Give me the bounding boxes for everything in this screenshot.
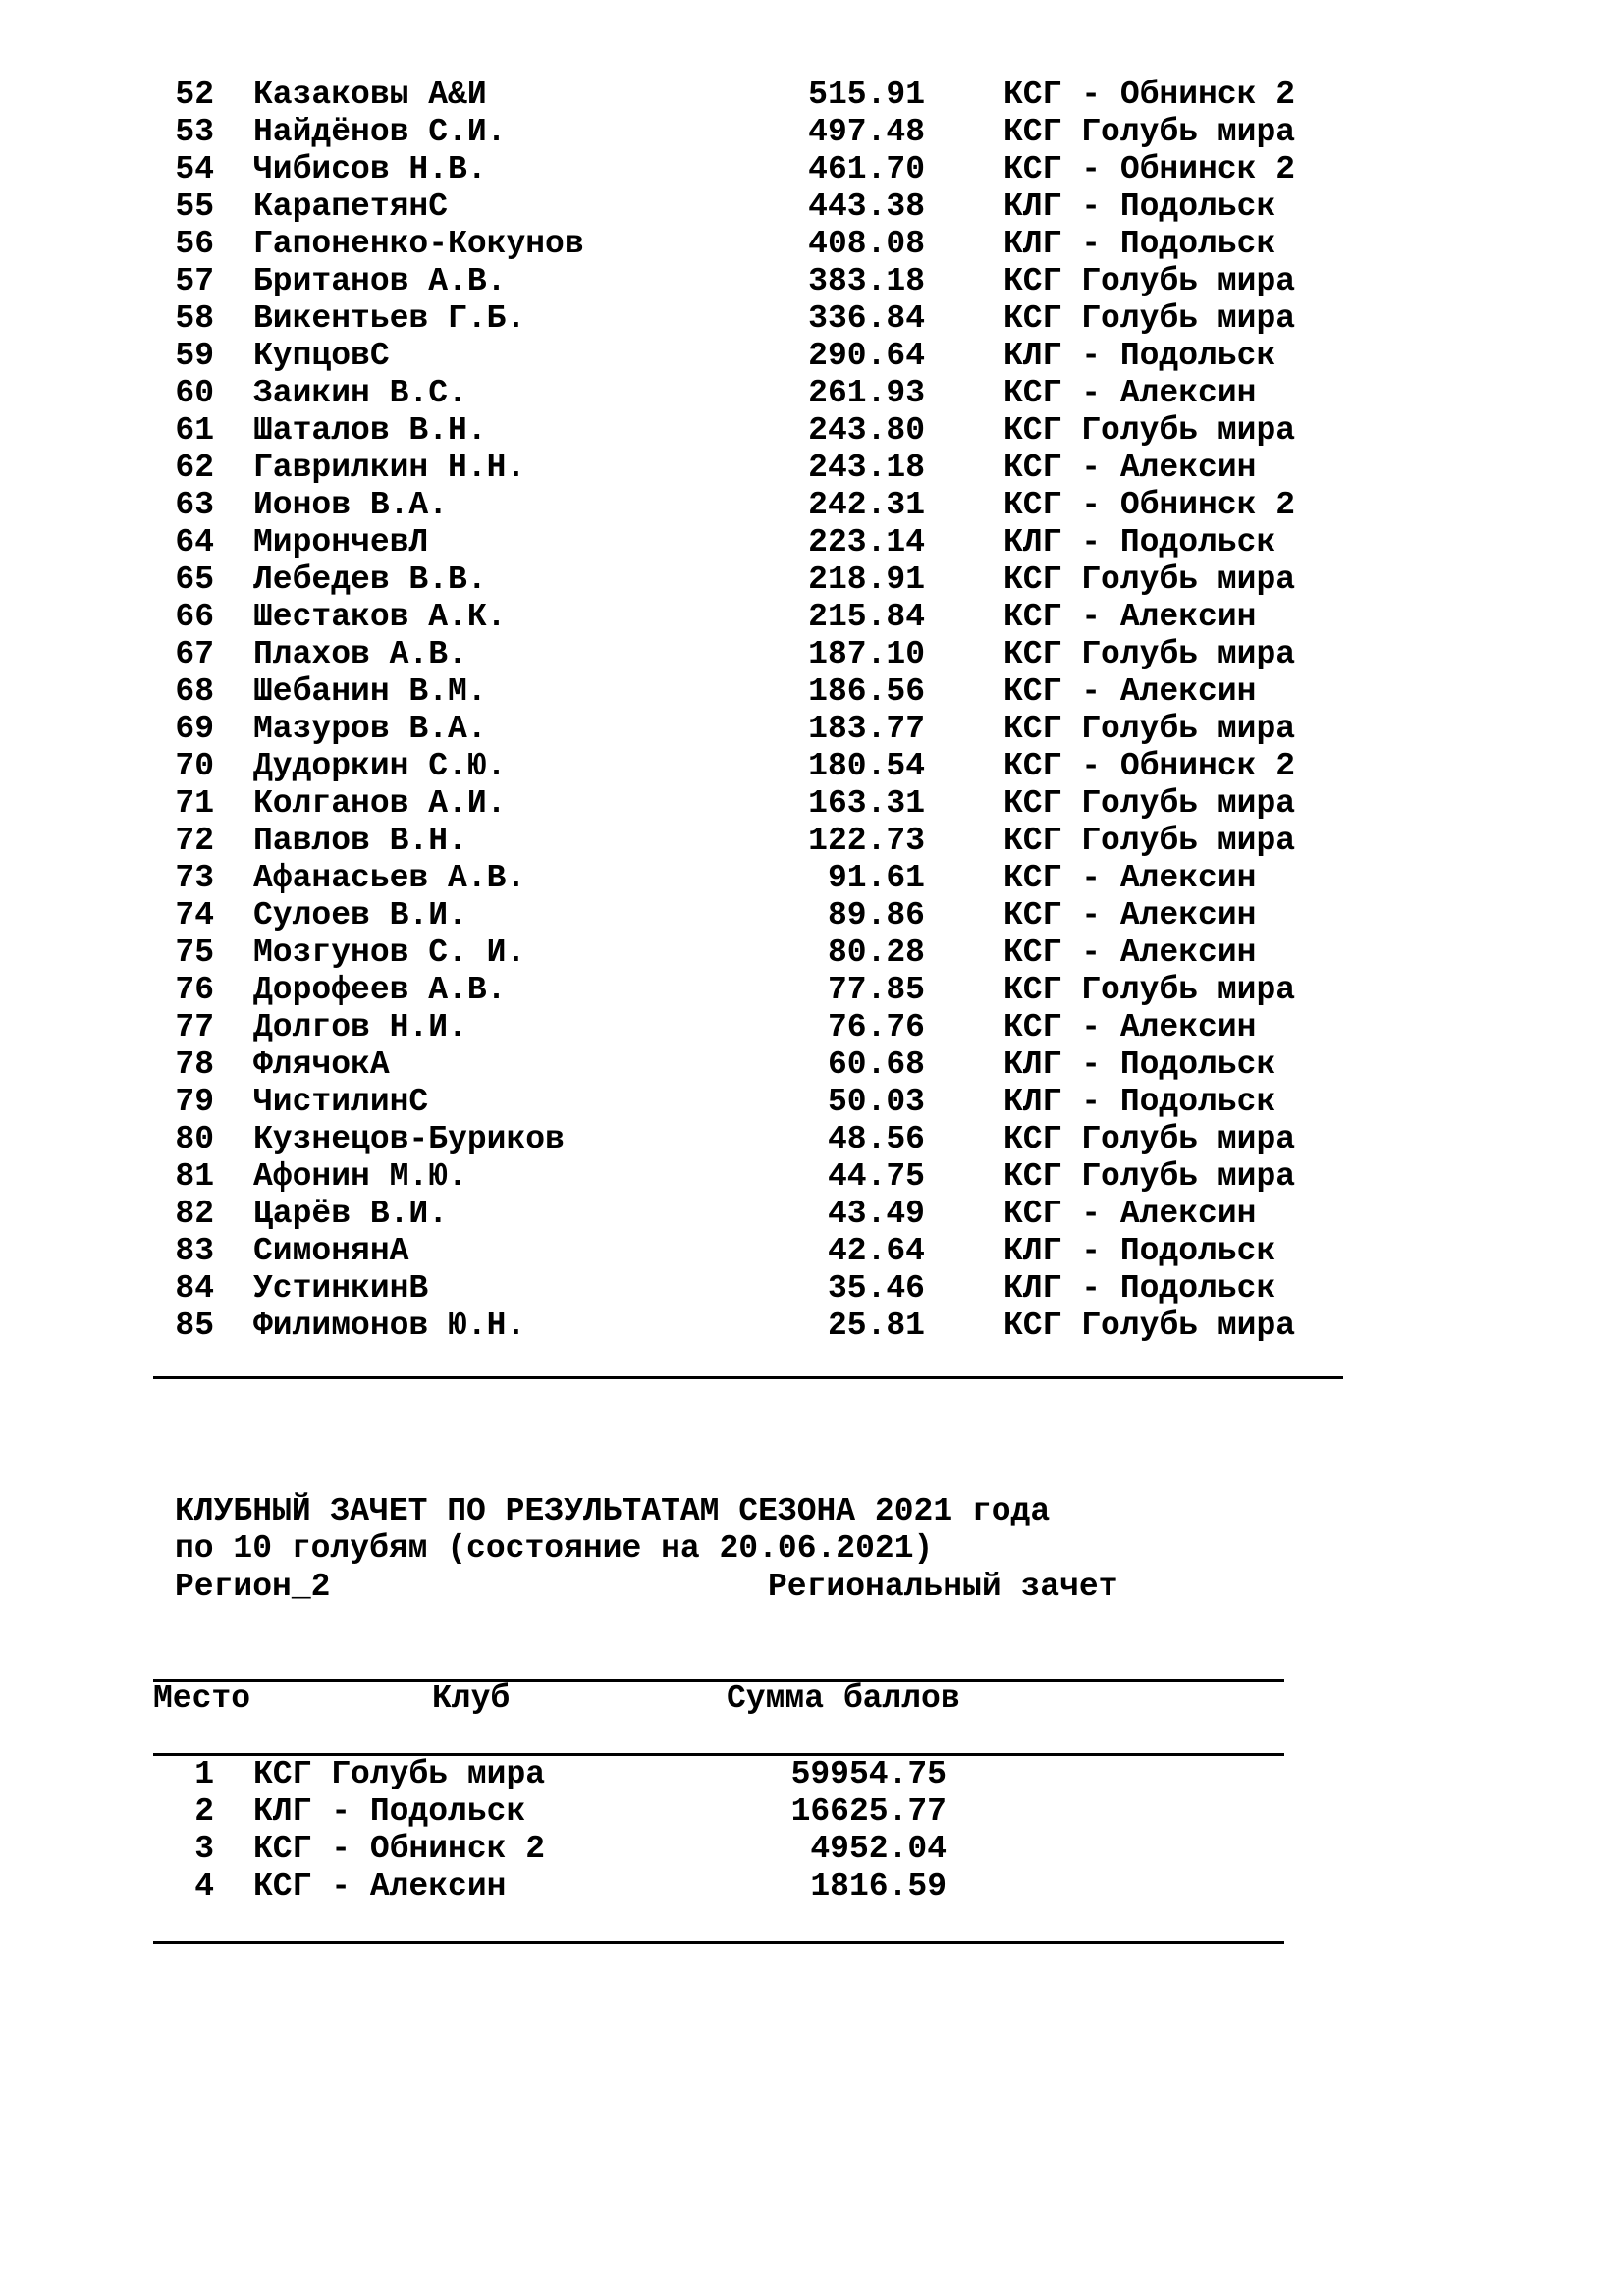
result-rank: 72 bbox=[175, 823, 214, 859]
result-club: КЛГ - Подольск bbox=[1003, 524, 1276, 561]
result-rank: 84 bbox=[175, 1270, 214, 1307]
result-name: Мозгунов С. И. bbox=[253, 934, 526, 971]
result-row bbox=[0, 188, 1624, 226]
club-sum: 1816.59 bbox=[810, 1868, 947, 1904]
result-score: 50.03 bbox=[827, 1084, 925, 1120]
result-rank: 79 bbox=[175, 1084, 214, 1120]
club-place: 3 bbox=[194, 1831, 214, 1867]
club-place: 4 bbox=[194, 1868, 214, 1904]
result-score: 261.93 bbox=[808, 375, 925, 411]
result-rank: 67 bbox=[175, 636, 214, 672]
result-score: 60.68 bbox=[827, 1046, 925, 1083]
result-score: 43.49 bbox=[827, 1196, 925, 1232]
result-score: 91.61 bbox=[827, 860, 925, 896]
result-club: КСГ Голубь мира bbox=[1003, 1308, 1296, 1344]
result-row bbox=[0, 1233, 1624, 1270]
result-row bbox=[0, 77, 1624, 114]
column-header-sum: Сумма баллов bbox=[727, 1681, 960, 1717]
result-club: КСГ Голубь мира bbox=[1003, 1121, 1296, 1157]
region-label: Регион_2 bbox=[175, 1569, 331, 1605]
club-sum: 59954.75 bbox=[790, 1756, 947, 1792]
result-score: 242.31 bbox=[808, 487, 925, 523]
result-row bbox=[0, 711, 1624, 748]
result-row bbox=[0, 785, 1624, 823]
result-row bbox=[0, 114, 1624, 151]
result-row bbox=[0, 1196, 1624, 1233]
result-rank: 74 bbox=[175, 897, 214, 934]
result-name: Казаковы А&И bbox=[253, 77, 487, 113]
result-club: КСГ - Алексин bbox=[1003, 450, 1257, 486]
table-top-rule bbox=[153, 1679, 1284, 1682]
result-row bbox=[0, 412, 1624, 450]
result-club: КСГ - Алексин bbox=[1003, 1196, 1257, 1232]
result-club: КСГ - Алексин bbox=[1003, 1009, 1257, 1045]
result-row bbox=[0, 1046, 1624, 1084]
club-standing-row bbox=[0, 1756, 1624, 1793]
result-row bbox=[0, 263, 1624, 300]
result-rank: 59 bbox=[175, 338, 214, 374]
club-sum: 4952.04 bbox=[810, 1831, 947, 1867]
result-name: Мазуров В.А. bbox=[253, 711, 487, 747]
result-rank: 80 bbox=[175, 1121, 214, 1157]
result-club: КСГ Голубь мира bbox=[1003, 561, 1296, 598]
result-score: 48.56 bbox=[827, 1121, 925, 1157]
result-score: 76.76 bbox=[827, 1009, 925, 1045]
result-row bbox=[0, 375, 1624, 412]
result-score: 443.38 bbox=[808, 188, 925, 225]
result-name: Шаталов В.Н. bbox=[253, 412, 487, 449]
result-rank: 56 bbox=[175, 226, 214, 262]
result-rank: 69 bbox=[175, 711, 214, 747]
result-score: 218.91 bbox=[808, 561, 925, 598]
result-row bbox=[0, 897, 1624, 934]
results-bottom-rule bbox=[153, 1376, 1343, 1379]
result-club: КСГ - Обнинск 2 bbox=[1003, 77, 1296, 113]
result-club: КСГ Голубь мира bbox=[1003, 785, 1296, 822]
result-rank: 85 bbox=[175, 1308, 214, 1344]
result-score: 461.70 bbox=[808, 151, 925, 187]
result-club: КЛГ - Подольск bbox=[1003, 188, 1276, 225]
result-club: КЛГ - Подольск bbox=[1003, 1046, 1276, 1083]
result-score: 243.18 bbox=[808, 450, 925, 486]
result-name: Филимонов Ю.Н. bbox=[253, 1308, 526, 1344]
result-rank: 54 bbox=[175, 151, 214, 187]
result-name: КарапетянС bbox=[253, 188, 449, 225]
result-name: Афанасьев А.В. bbox=[253, 860, 526, 896]
result-rank: 64 bbox=[175, 524, 214, 561]
result-rank: 77 bbox=[175, 1009, 214, 1045]
result-name: МирончевЛ bbox=[253, 524, 429, 561]
result-row bbox=[0, 450, 1624, 487]
result-rank: 73 bbox=[175, 860, 214, 896]
result-name: Шестаков А.К. bbox=[253, 599, 507, 635]
result-club: КСГ - Алексин bbox=[1003, 673, 1257, 710]
club-name: КСГ Голубь мира bbox=[253, 1756, 546, 1792]
result-name: Ионов В.А. bbox=[253, 487, 449, 523]
result-row bbox=[0, 524, 1624, 561]
result-name: КупцовС bbox=[253, 338, 390, 374]
result-club: КСГ Голубь мира bbox=[1003, 711, 1296, 747]
result-score: 77.85 bbox=[827, 972, 925, 1008]
result-score: 187.10 bbox=[808, 636, 925, 672]
result-rank: 82 bbox=[175, 1196, 214, 1232]
result-club: КЛГ - Подольск bbox=[1003, 338, 1276, 374]
result-row bbox=[0, 561, 1624, 599]
result-name: Британов А.В. bbox=[253, 263, 507, 299]
club-sum: 16625.77 bbox=[790, 1793, 947, 1830]
result-rank: 62 bbox=[175, 450, 214, 486]
result-score: 180.54 bbox=[808, 748, 925, 784]
club-standings-subtitle: по 10 голубям (состояние на 20.06.2021) bbox=[175, 1530, 934, 1567]
result-row bbox=[0, 860, 1624, 897]
result-club: КСГ Голубь мира bbox=[1003, 114, 1296, 150]
result-name: ФлячокА bbox=[253, 1046, 390, 1083]
result-row bbox=[0, 934, 1624, 972]
result-rank: 76 bbox=[175, 972, 214, 1008]
club-place: 1 bbox=[194, 1756, 214, 1792]
result-row bbox=[0, 599, 1624, 636]
result-rank: 58 bbox=[175, 300, 214, 337]
result-score: 383.18 bbox=[808, 263, 925, 299]
result-row bbox=[0, 338, 1624, 375]
result-club: КСГ - Алексин bbox=[1003, 897, 1257, 934]
result-name: Дорофеев А.В. bbox=[253, 972, 507, 1008]
result-name: Шебанин В.М. bbox=[253, 673, 487, 710]
result-row bbox=[0, 673, 1624, 711]
result-row bbox=[0, 1084, 1624, 1121]
result-club: КСГ Голубь мира bbox=[1003, 1158, 1296, 1195]
club-standing-row bbox=[0, 1793, 1624, 1831]
result-club: КСГ Голубь мира bbox=[1003, 636, 1296, 672]
club-place: 2 bbox=[194, 1793, 214, 1830]
result-rank: 60 bbox=[175, 375, 214, 411]
result-name: Царёв В.И. bbox=[253, 1196, 449, 1232]
result-club: КСГ - Алексин bbox=[1003, 375, 1257, 411]
result-club: КЛГ - Подольск bbox=[1003, 226, 1276, 262]
result-row bbox=[0, 972, 1624, 1009]
result-rank: 83 bbox=[175, 1233, 214, 1269]
result-rank: 65 bbox=[175, 561, 214, 598]
result-score: 515.91 bbox=[808, 77, 925, 113]
result-club: КСГ - Обнинск 2 bbox=[1003, 151, 1296, 187]
result-rank: 63 bbox=[175, 487, 214, 523]
result-name: Долгов Н.И. bbox=[253, 1009, 467, 1045]
scope-label: Региональный зачет bbox=[768, 1569, 1118, 1605]
result-name: Лебедев В.В. bbox=[253, 561, 487, 598]
table-bottom-rule bbox=[153, 1941, 1284, 1944]
result-club: КСГ - Обнинск 2 bbox=[1003, 748, 1296, 784]
result-rank: 75 bbox=[175, 934, 214, 971]
result-club: КЛГ - Подольск bbox=[1003, 1233, 1276, 1269]
result-row bbox=[0, 487, 1624, 524]
result-row bbox=[0, 1121, 1624, 1158]
result-name: Плахов А.В. bbox=[253, 636, 467, 672]
result-rank: 57 bbox=[175, 263, 214, 299]
result-score: 215.84 bbox=[808, 599, 925, 635]
club-name: КСГ - Обнинск 2 bbox=[253, 1831, 546, 1867]
result-rank: 55 bbox=[175, 188, 214, 225]
result-score: 497.48 bbox=[808, 114, 925, 150]
result-name: Колганов А.И. bbox=[253, 785, 507, 822]
result-club: КСГ Голубь мира bbox=[1003, 412, 1296, 449]
result-score: 186.56 bbox=[808, 673, 925, 710]
result-name: Гаврилкин Н.Н. bbox=[253, 450, 526, 486]
result-rank: 70 bbox=[175, 748, 214, 784]
result-name: Найдёнов С.И. bbox=[253, 114, 507, 150]
result-score: 243.80 bbox=[808, 412, 925, 449]
club-standing-row bbox=[0, 1868, 1624, 1905]
result-rank: 71 bbox=[175, 785, 214, 822]
result-club: КСГ - Алексин bbox=[1003, 599, 1257, 635]
result-score: 183.77 bbox=[808, 711, 925, 747]
result-rank: 68 bbox=[175, 673, 214, 710]
result-score: 336.84 bbox=[808, 300, 925, 337]
result-name: Дудоркин С.Ю. bbox=[253, 748, 507, 784]
result-rank: 81 bbox=[175, 1158, 214, 1195]
result-rank: 66 bbox=[175, 599, 214, 635]
result-score: 223.14 bbox=[808, 524, 925, 561]
result-name: Гапоненко-Кокунов bbox=[253, 226, 584, 262]
result-row bbox=[0, 1009, 1624, 1046]
result-club: КСГ Голубь мира bbox=[1003, 263, 1296, 299]
result-name: Сулоев В.И. bbox=[253, 897, 467, 934]
result-score: 80.28 bbox=[827, 934, 925, 971]
result-score: 290.64 bbox=[808, 338, 925, 374]
club-standing-row bbox=[0, 1831, 1624, 1868]
result-name: УстинкинВ bbox=[253, 1270, 429, 1307]
result-rank: 53 bbox=[175, 114, 214, 150]
result-score: 122.73 bbox=[808, 823, 925, 859]
result-row bbox=[0, 151, 1624, 188]
result-row bbox=[0, 1308, 1624, 1345]
result-club: КЛГ - Подольск bbox=[1003, 1084, 1276, 1120]
result-score: 408.08 bbox=[808, 226, 925, 262]
result-name: Павлов В.Н. bbox=[253, 823, 467, 859]
club-name: КСГ - Алексин bbox=[253, 1868, 507, 1904]
result-club: КЛГ - Подольск bbox=[1003, 1270, 1276, 1307]
result-club: КСГ - Обнинск 2 bbox=[1003, 487, 1296, 523]
result-name: Викентьев Г.Б. bbox=[253, 300, 526, 337]
result-score: 25.81 bbox=[827, 1308, 925, 1344]
result-row bbox=[0, 226, 1624, 263]
result-score: 163.31 bbox=[808, 785, 925, 822]
club-name: КЛГ - Подольск bbox=[253, 1793, 526, 1830]
result-rank: 78 bbox=[175, 1046, 214, 1083]
result-club: КСГ Голубь мира bbox=[1003, 300, 1296, 337]
club-standings-title: КЛУБНЫЙ ЗАЧЕТ ПО РЕЗУЛЬТАТАМ СЕЗОНА 2021 года bbox=[175, 1493, 1051, 1529]
result-score: 44.75 bbox=[827, 1158, 925, 1195]
result-name: Афонин М.Ю. bbox=[253, 1158, 467, 1195]
column-header-club: Клуб bbox=[432, 1681, 511, 1717]
result-score: 42.64 bbox=[827, 1233, 925, 1269]
result-club: КСГ Голубь мира bbox=[1003, 972, 1296, 1008]
result-club: КСГ Голубь мира bbox=[1003, 823, 1296, 859]
result-row bbox=[0, 748, 1624, 785]
result-name: Заикин В.С. bbox=[253, 375, 467, 411]
result-row bbox=[0, 823, 1624, 860]
column-header-place: Место bbox=[153, 1681, 251, 1717]
result-score: 89.86 bbox=[827, 897, 925, 934]
result-row bbox=[0, 1270, 1624, 1308]
result-row bbox=[0, 1158, 1624, 1196]
result-rank: 52 bbox=[175, 77, 214, 113]
result-name: Кузнецов-Буриков bbox=[253, 1121, 565, 1157]
result-club: КСГ - Алексин bbox=[1003, 934, 1257, 971]
result-row bbox=[0, 636, 1624, 673]
result-name: ЧистилинС bbox=[253, 1084, 429, 1120]
result-row bbox=[0, 300, 1624, 338]
result-name: СимонянА bbox=[253, 1233, 409, 1269]
result-name: Чибисов Н.В. bbox=[253, 151, 487, 187]
result-club: КСГ - Алексин bbox=[1003, 860, 1257, 896]
result-score: 35.46 bbox=[827, 1270, 925, 1307]
result-rank: 61 bbox=[175, 412, 214, 449]
